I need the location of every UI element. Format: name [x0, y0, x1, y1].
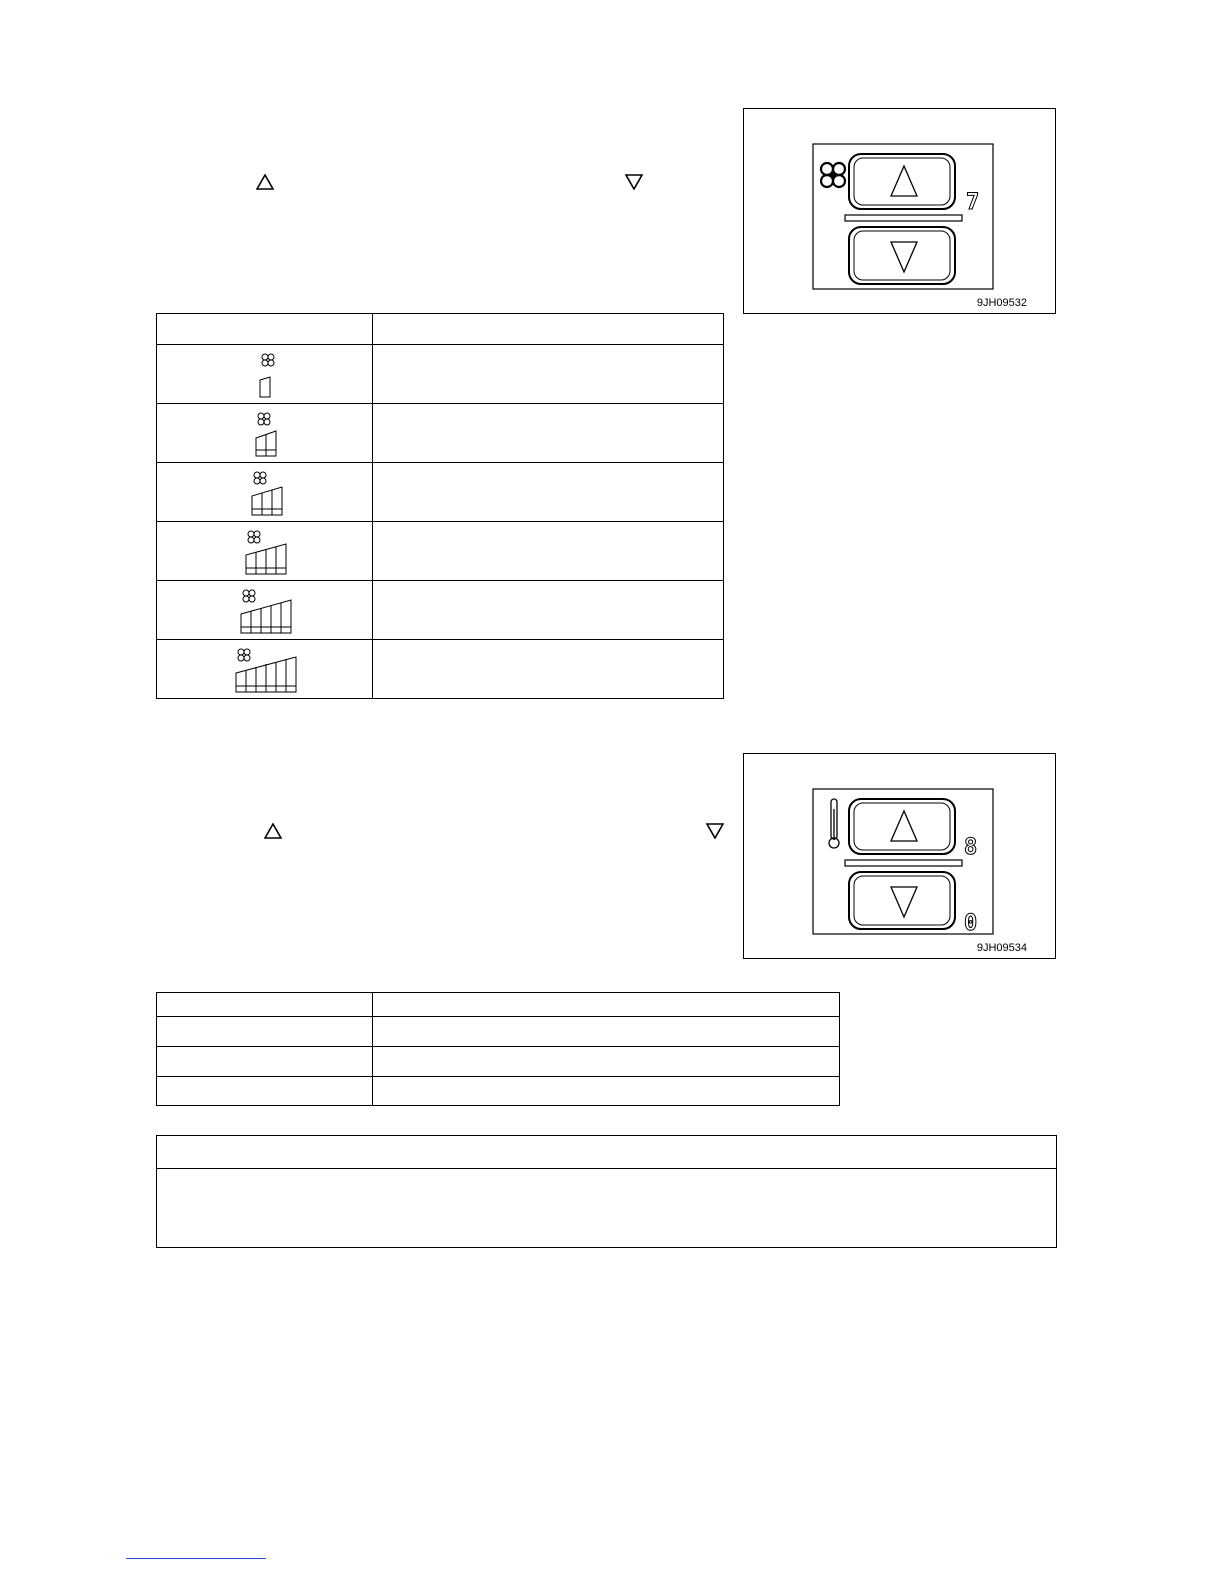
fan-level-3-icon [230, 467, 300, 517]
table-row [157, 404, 724, 463]
temperature-up-button [849, 799, 955, 854]
fan-control-panel [744, 109, 1055, 313]
note-header-row [157, 1136, 1057, 1169]
fan-level-text [373, 404, 724, 463]
footer-link[interactable] [126, 1558, 266, 1559]
fan-down-button [849, 227, 955, 284]
fan-speed-table [156, 313, 724, 699]
table-row [157, 1077, 840, 1106]
fan-level-text [373, 463, 724, 522]
table-row [157, 993, 840, 1017]
table-row [157, 1017, 840, 1047]
temperature-control-panel [744, 754, 1055, 958]
down-triangle-icon [625, 174, 643, 190]
table-cell [157, 1047, 373, 1077]
table-cell [157, 1017, 373, 1047]
fan-level-text [373, 522, 724, 581]
temperature-digit-bottom: 0 [964, 911, 978, 936]
note-box [156, 1135, 1057, 1248]
temperature-table [156, 992, 840, 1106]
up-triangle-icon [264, 823, 282, 839]
table-row [157, 522, 724, 581]
temperature-digit-top: 8 [964, 835, 978, 860]
fan-level-cell [157, 640, 373, 699]
down-triangle-icon [706, 823, 724, 839]
fan-level-4-icon [230, 526, 300, 576]
table-cell [157, 993, 373, 1017]
temperature-down-button [849, 872, 955, 929]
fan-level-cell [157, 345, 373, 404]
fan-level-text [373, 640, 724, 699]
fan-level-text [373, 581, 724, 640]
table-cell [157, 1077, 373, 1106]
fan-icon [821, 163, 845, 187]
table-header-row [157, 314, 724, 345]
table-cell [373, 1017, 840, 1047]
table-row [157, 581, 724, 640]
fan-up-button [849, 154, 955, 209]
figure-code: 9JH09532 [976, 297, 1027, 309]
fan-level-5-icon [230, 585, 300, 635]
fan-level-2-icon [230, 408, 300, 458]
fan-level-6-icon [230, 644, 300, 694]
temperature-control-figure [743, 753, 1056, 959]
fan-level-cell [157, 581, 373, 640]
table-row [157, 1047, 840, 1077]
table-header-cell [157, 314, 373, 345]
fan-digit: 7 [966, 190, 980, 215]
fan-level-cell [157, 522, 373, 581]
thermometer-icon [829, 799, 839, 848]
table-cell [373, 1047, 840, 1077]
table-cell [373, 993, 840, 1017]
note-body-row [157, 1169, 1057, 1248]
table-row [157, 463, 724, 522]
fan-level-1-icon [230, 349, 300, 399]
up-triangle-icon [256, 174, 274, 190]
note-body [157, 1169, 1057, 1248]
table-header-cell [373, 314, 724, 345]
fan-control-figure [743, 108, 1056, 314]
fan-level-cell [157, 404, 373, 463]
fan-level-cell [157, 463, 373, 522]
figure-code: 9JH09534 [976, 942, 1027, 954]
table-cell [373, 1077, 840, 1106]
note-header [157, 1136, 1057, 1169]
table-row [157, 345, 724, 404]
fan-level-text [373, 345, 724, 404]
table-row [157, 640, 724, 699]
